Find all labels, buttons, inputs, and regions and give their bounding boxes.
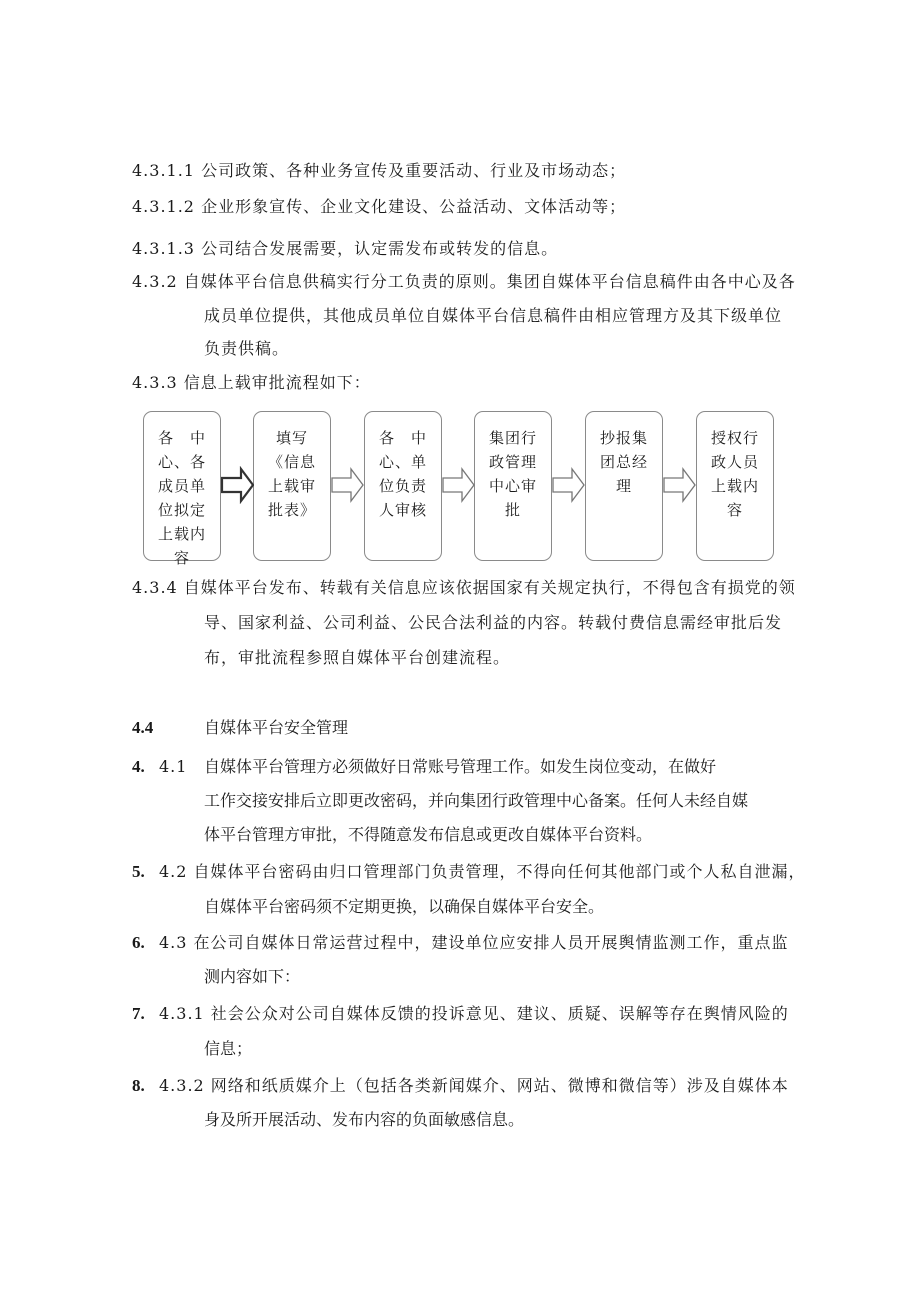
flow-step-6 [696, 411, 774, 561]
list-marker: 6. [132, 933, 145, 952]
list-item-line1: 4.3.1 社会公众对公司自媒体反馈的投诉意见、建议、质疑、误解等存在舆情风险的 [159, 1004, 789, 1023]
paragraph-4-3-1-3: 4.3.1.3 公司结合发展需要，认定需发布或转发的信息。 [132, 239, 559, 258]
flow-step-4 [474, 411, 552, 561]
list-item-line1: 4.3.2 网络和纸质媒介上（包括各类新闻媒介、网站、微博和微信等）涉及自媒体本 [159, 1076, 789, 1095]
list-item-sub-number: 4.1 [159, 757, 188, 776]
flow-step-4-text: 集团行 政管理 中心审 批 [488, 429, 537, 519]
flow-step-1 [143, 411, 221, 567]
flow-step-3 [364, 411, 442, 561]
list-marker: 8. [132, 1076, 145, 1095]
flow-step-5 [585, 411, 663, 561]
paragraph-4-3-2-line3: 负责供稿。 [204, 339, 290, 358]
flow-step-3-text: 各 中 心、单 位负责 人审核 [378, 429, 427, 519]
paragraph-4-3-4-line2: 导、国家利益、公司利益、公民合法利益的内容。转载付费信息需经审批后发 [204, 613, 783, 632]
paragraph-4-3-2-line1: 4.3.2 自媒体平台信息供稿实行分工负责的原则。集团自媒体平台信息稿件由各中心及各 [132, 272, 796, 291]
flow-arrow-icon [552, 466, 585, 504]
list-item-line2: 自媒体平台密码须不定期更换，以确保自媒体平台安全。 [204, 897, 605, 916]
paragraph-4-3-2-line2: 成员单位提供，其他成员单位自媒体平台信息稿件由相应管理方及其下级单位 [204, 306, 783, 325]
paragraph-4-3-1-2: 4.3.1.2 企业形象宣传、企业文化建设、公益活动、文体活动等； [132, 197, 627, 216]
flow-step-5-text: 抄报集 团总经 理 [599, 429, 648, 495]
paragraph-4-3-3: 4.3.3 信息上载审批流程如下： [132, 373, 371, 392]
flow-step-2-text: 填写 《信息 上载审 批表》 [267, 429, 316, 519]
list-marker: 5. [132, 862, 145, 881]
paragraph-4-3-4-line1: 4.3.4 自媒体平台发布、转载有关信息应该依据国家有关规定执行，不得包含有损党的领 [132, 578, 796, 597]
flow-arrow-icon [663, 466, 696, 504]
flow-step-6-text: 授权行 政人员 上载内 容 [710, 429, 759, 519]
list-item-line1: 自媒体平台管理方必须做好日常账号管理工作。如发生岗位变动，在做好 [204, 757, 717, 776]
list-marker: 4. [132, 757, 145, 776]
section-title: 自媒体平台安全管理 [204, 718, 349, 737]
flow-arrow-icon [331, 466, 364, 504]
paragraph-4-3-1-1: 4.3.1.1 公司政策、各种业务宣传及重要活动、行业及市场动态； [132, 161, 627, 180]
flow-arrow-icon [442, 466, 475, 504]
paragraph-4-3-4-line3: 布，审批流程参照自媒体平台创建流程。 [204, 648, 511, 667]
list-item-line2: 测内容如下： [204, 967, 301, 986]
flow-step-2 [253, 411, 331, 561]
list-item-line2: 工作交接安排后立即更改密码，并向集团行政管理中心备案。任何人未经自媒 [204, 791, 749, 810]
list-item-line3: 体平台管理方审批，不得随意发布信息或更改自媒体平台资料。 [204, 825, 653, 844]
list-item-line2: 信息； [204, 1039, 253, 1058]
list-item-line1: 4.3 在公司自媒体日常运营过程中，建设单位应安排人员开展舆情监测工作，重点监 [159, 933, 789, 952]
list-marker: 7. [132, 1004, 145, 1023]
section-number: 4.4 [132, 718, 154, 737]
list-item-line1: 4.2 自媒体平台密码由归口管理部门负责管理，不得向任何其他部门或个人私自泄漏， [159, 862, 806, 881]
flow-step-1-text: 各 中 心、各 成员单 位拟定 上载内 容 [157, 429, 206, 567]
list-item-line2: 身及所开展活动、发布内容的负面敏感信息。 [204, 1110, 525, 1129]
flow-arrow-icon [221, 466, 254, 504]
